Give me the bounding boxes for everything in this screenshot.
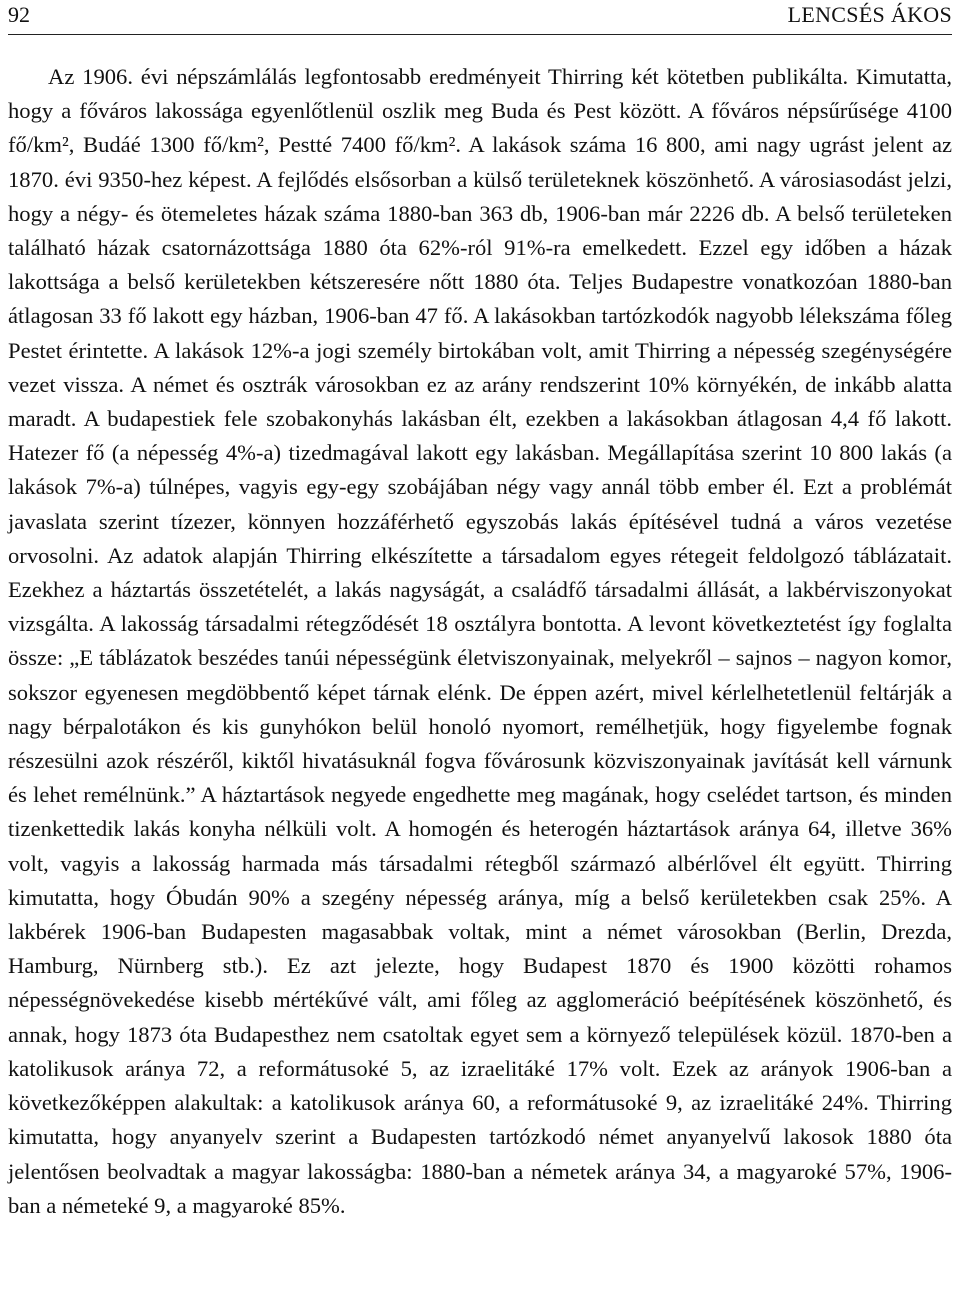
body-paragraph: Az 1906. évi népszámlálás legfontosabb eredményeit Thirring két kötetben publikálta. Kimutatta, hogy a főváros lakossága egyenlőtlenül oszlik meg Buda és Pest között. A főváros népsűrűsége 4100 fő/km², Budáé 1300 fő/km², Pestté 7400 fő/km². A lakások száma 16 800, ami nagy ugrást jelent az 1870. évi 9350-hez képest. A fejlődés elsősorban a külső területeknek köszönhető. A városiasodást jelzi, hogy a négy- és ötemeletes házak száma 1880-ban 363 db, 1906-ban már 2226 db. A belső területeken található házak csatornázottsága 1880 óta 62%-ról 91%-ra emelkedett. Ezzel egy időben a házak lakottsága a belső kerületekben kétszeresére nőtt 1880 óta. Teljes Budapestre vonatkozóan 1880-ban átlagosan 33 fő lakott egy házban, 1906-ban 47 fő. A lakásokban tartózkodók nagyobb lélekszáma főleg Pestet érintette. A lakások 12%-a jogi személy birtokában volt, amit Thirring a népesség szegénységére vezet vissza. A német és osztrák városokban ez az arány rendszerint 10% környékén, de inkább alatta maradt. A budapestiek fele szobakonyhás lakásban élt, ezekben a lakásokban átlagosan 4,4 fő lakott. Hatezer fő (a népesség 4%-a) tizedmagával lakott egy lakásban. Megállapítása szerint 10 800 lakás (a lakások 7%-a) túlnépes, vagyis egy-egy szobájában négy vagy annál több ember él. Ezt a problémát javaslata szerint tízezer, könnyen hozzáférhető egyszobás lakás építésével tudná a város vezetése orvosolni. Az adatok alapján Thirring elkészítette a társadalom egyes rétegeit feldolgozó táblázatait. Ezekhez a háztartás összetételét, a lakás nagyságát, a családfő társadalmi állását, a lakbérviszonyokat vizsgálta. A lakosság társadalmi rétegződését 18 osztályra bontotta. A levont következtetést így foglalta össze: „E táblázatok beszédes tanúi népességünk életviszonyainak, melyekről – sajnos – nagyon komor, sokszor egyenesen megdöbbentő képet tárnak elénk. De éppen azért, mivel kérlelhetetlenül feltárják a nagy bérpalotákon és kis gunyhókon belül honoló nyomort, remélhetjük, hogy figyelembe fognak részesülni azok részéről, kiktől hivatásuknál fogva fővárosunk közviszonyainak javítását kell várnunk és lehet remélnünk.” A háztartások negyede engedhette meg magának, hogy cselédet tartson, és minden tizenkettedik lakás konyha nélküli volt. A homogén és heterogén háztartások aránya 64, illetve 36% volt, vagyis a lakosság harmada más társadalmi rétegből származó albérlővel élt együtt. Thirring kimutatta, hogy Óbudán 90% a szegény népesség aránya, míg a belső kerületekben csak 25%. A lakbérek 1906-ban Budapesten magasabbak voltak, mint a német városokban (Berlin, Drezda, Hamburg, Nürnberg stb.). Ez azt jelezte, hogy Budapest 1870 és 1900 közötti rohamos népességnövekedése kisebb mértékűvé vált, ami főleg az agglomeráció beépítésének köszönhető, és annak, hogy 1873 óta Budapesthez nem csatoltak egyet sem a környező települések közül. 1870-ben a katolikusok aránya 72, a reformátusoké 5, az izraelitáké 17% volt. Ezek az arányok 1906-ban a következőképpen alakultak: a katolikusok aránya 60, a reformátusoké 9, az izraelitáké 24%. Thirring kimutatta, hogy anyanyelv szerint a Budapesten tartózkodó német anyanyelvű lakosok 1880 óta jelentősen beolvadtak a magyar lakosságba: 1880-ban a németek aránya 34, a magyaroké 57%, 1906-ban a németeké 9, a magyaroké 85%. (8, 64, 952, 1218)
page-number: 92 (8, 2, 30, 27)
running-head-author: LENCSÉS ÁKOS (787, 2, 952, 27)
running-head (8, 0, 952, 35)
